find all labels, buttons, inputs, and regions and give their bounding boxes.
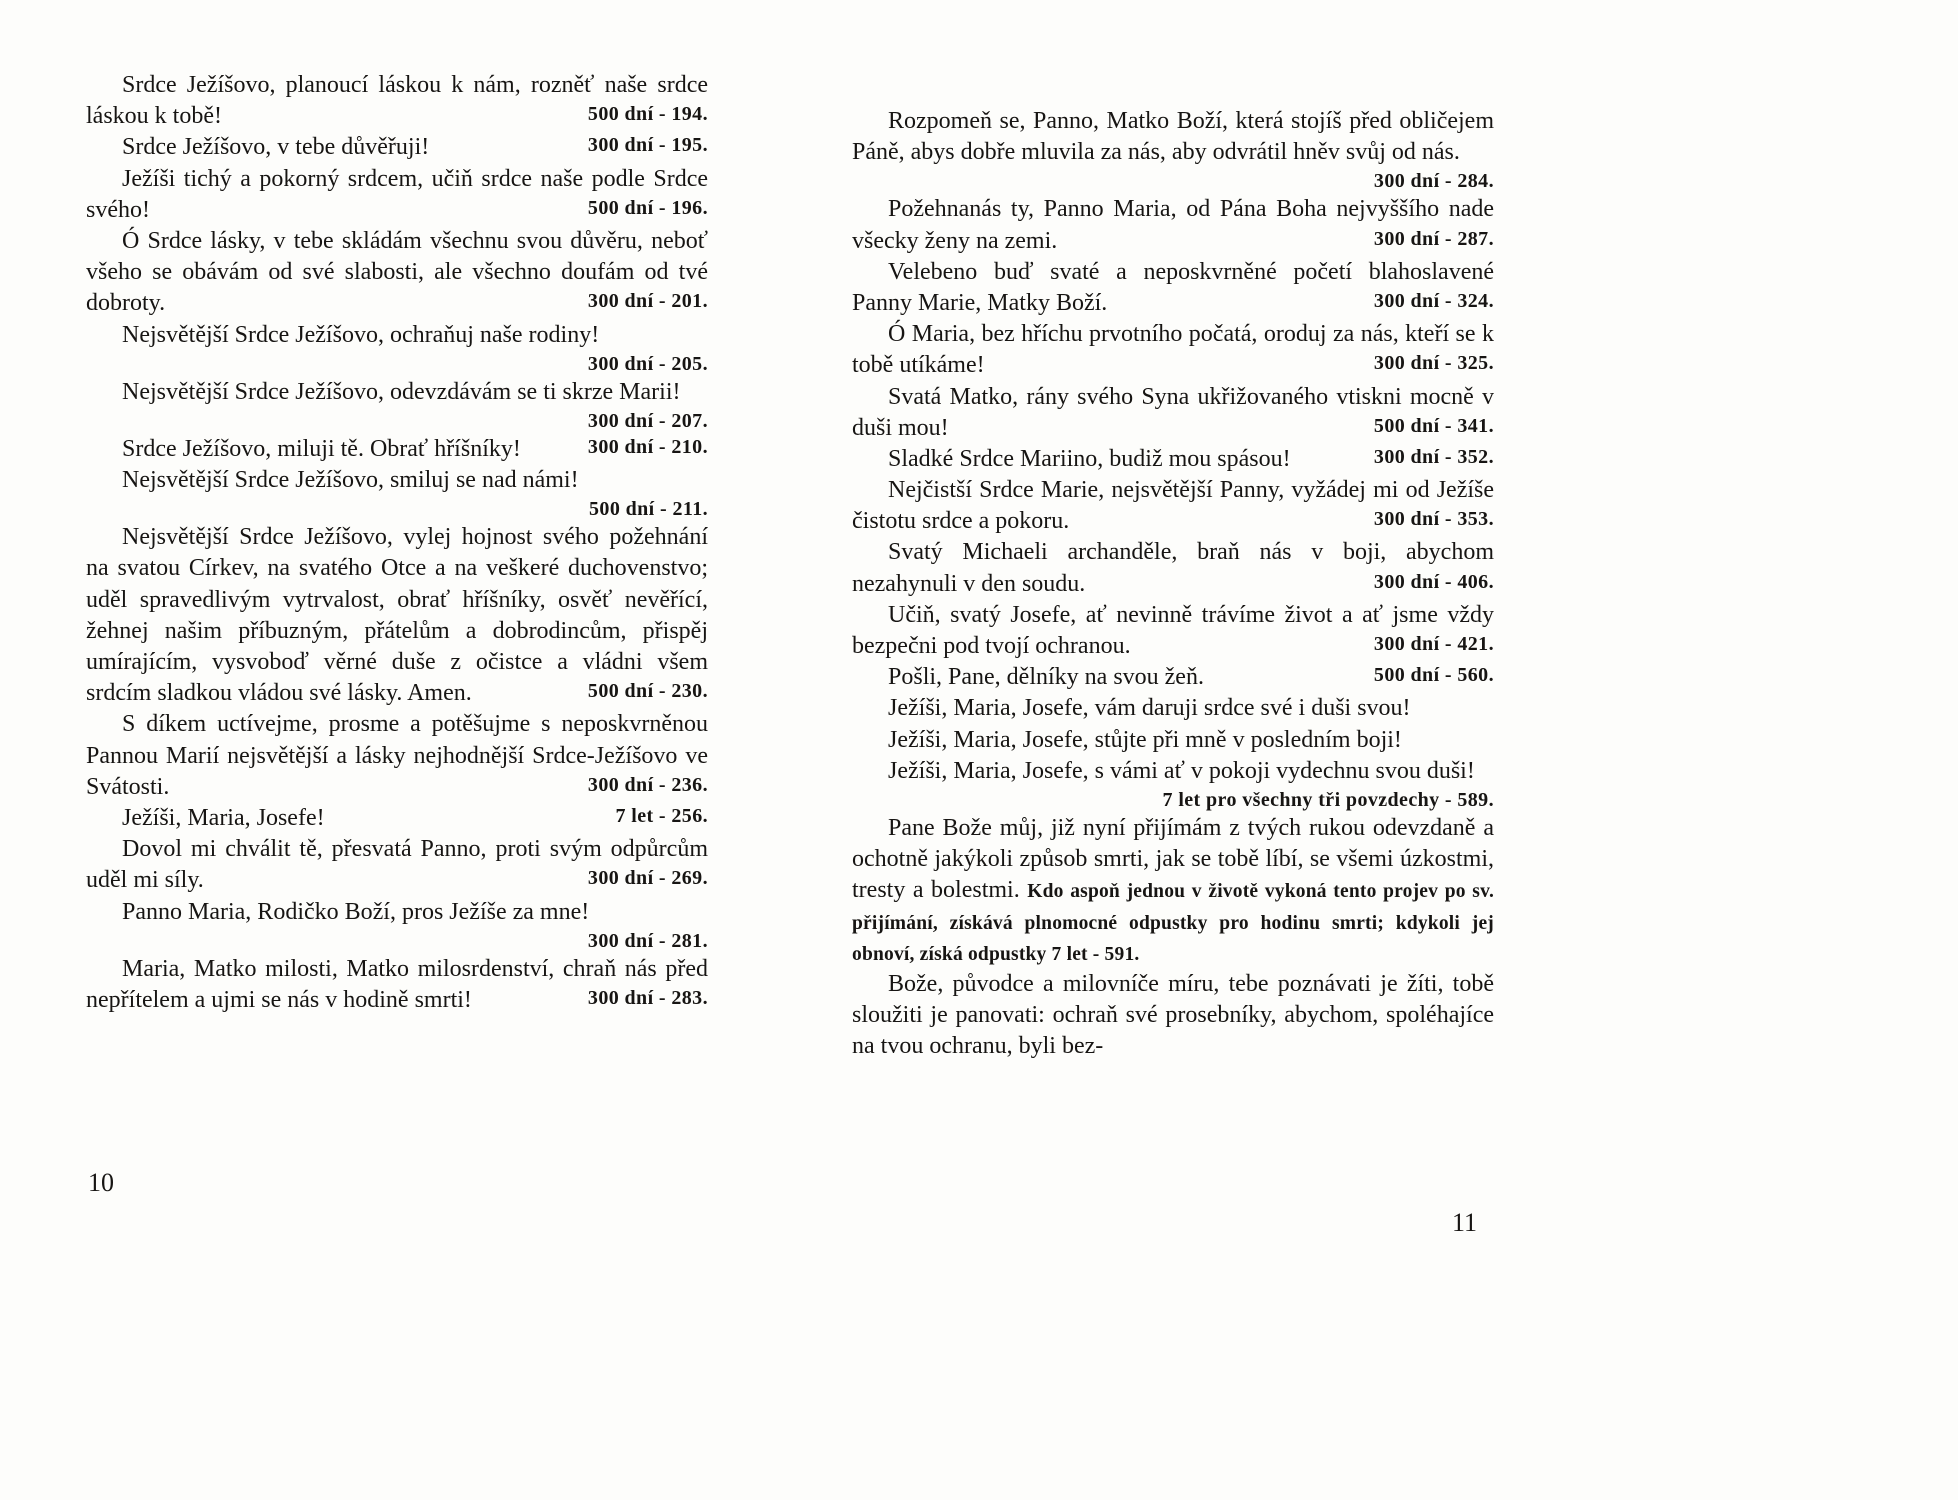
prayer-text: Panno Maria, Rodičko Boží, pros Ježíše za mne! xyxy=(122,898,590,925)
prayer-text: Nejsvětější Srdce Ježíšovo, smiluj se nad námi! xyxy=(122,467,579,494)
prayer-paragraph xyxy=(86,834,708,896)
indulgence-note: 300 dní - 269. xyxy=(587,867,708,890)
prayer-paragraph xyxy=(86,320,708,377)
prayer-paragraph xyxy=(86,465,708,522)
prayer-text: Svatý Michaeli archanděle, braň nás v boji, abychom nezahynuli v den soudu. xyxy=(852,539,1494,597)
prayer-text: Srdce Ježíšovo, v tebe důvěřuji! xyxy=(122,134,430,161)
prayer-paragraph xyxy=(86,709,708,803)
prayer-text: Ježíši, Maria, Josefe, vám daruji srdce své i duši svou! xyxy=(888,695,1411,722)
prayer-text: Nejsvětější Srdce Ježíšovo, odevzdávám se ti skrze Marii! xyxy=(122,378,681,405)
prayer-text: Ježíši tichý a pokorný srdcem, učiň srdce naše podle Srdce svého! xyxy=(86,165,708,223)
indulgence-note: 7 let - 256. xyxy=(615,804,708,827)
prayer-text: Dovol mi chválit tě, přesvatá Panno, proti svým odpůrcům uděl mi síly. xyxy=(86,836,708,894)
prayer-text: Nejčistší Srdce Marie, nejsvětější Panny, vyžádej mi od Ježíše čistotu srdce a pokoru. xyxy=(852,477,1494,535)
prayer-paragraph xyxy=(852,600,1494,662)
prayer-text: Ó Maria, bez hříchu prvotního počatá, oroduj za nás, kteří se k tobě utíkáme! xyxy=(852,321,1494,379)
prayer-text: Učiň, svatý Josefe, ať nevinně trávíme život a ať jsme vždy bezpečni pod tvojí ochranou. xyxy=(852,601,1494,659)
indulgence-note: 500 dní - 230. xyxy=(587,680,708,703)
prayer-paragraph xyxy=(852,813,1494,969)
indulgence-note: 7 let pro všechny tři povzdechy - 589. xyxy=(1162,788,1494,811)
prayer-text: Pane Bože můj, již nyní přijímám z tvých rukou odevzdaně a ochotně jakýkoli způsob smrti, jak se tobě líbí, se všemi úzkostmi, tresty a bolestmi. xyxy=(852,814,1494,904)
indulgence-note: 300 dní - 201. xyxy=(587,290,708,313)
prayer-text: Velebeno buď svaté a neposkvrněné početí blahoslavené Panny Marie, Matky Boží. xyxy=(852,258,1494,316)
page-number-left: 10 xyxy=(88,1168,114,1197)
prayer-paragraph xyxy=(852,725,1494,756)
prayer-paragraph xyxy=(852,537,1494,599)
indulgence-note: 300 dní - 287. xyxy=(1373,227,1494,250)
prayer-text: Maria, Matko milosti, Matko milosrdenství, chraň nás před nepřítelem a ujmi se nás v hodině smrti! xyxy=(86,955,708,1013)
indulgence-note: 300 dní - 284. xyxy=(1373,170,1494,193)
prayer-text: Svatá Matko, rány svého Syna ukřižovaného vtiskni mocně v duši mou! xyxy=(852,383,1494,441)
prayer-text: Bože, původce a milovníče míru, tebe poznávati je žíti, tobě sloužiti je panovati: ochraň své prosebníky, abychom, spoléhajíce na tvou ochranu, byli bez- xyxy=(852,970,1494,1060)
prayer-paragraph xyxy=(86,897,708,954)
indulgence-note: 300 dní - 281. xyxy=(587,929,708,952)
indulgence-note: 300 dní - 210. xyxy=(587,435,708,458)
prayer-paragraph xyxy=(86,954,708,1016)
prayer-paragraph xyxy=(86,522,708,709)
prayer-text: Ježíši, Maria, Josefe, stůjte při mně v posledním boji! xyxy=(888,726,1402,753)
prayer-paragraph xyxy=(852,969,1494,1063)
page-number-right: 11 xyxy=(1452,1208,1478,1237)
indulgence-note: 500 dní - 194. xyxy=(587,103,708,126)
indulgence-note: 300 dní - 406. xyxy=(1373,570,1494,593)
prayer-text: Nejsvětější Srdce Ježíšovo, vylej hojnost svého požehnání na svatou Církev, na svatého Otce a na veškeré duchovenstvo; uděl spravedlivým vytrvalost, obrať hříšníky, osvěť nevěřící, žehnej našim příbuzným, přátelům a dobrodincům, přispěj umírajícím, vysvoboď věrné duše z očistce a vládni všem srdcím sladkou vládou své lásky. Amen. xyxy=(86,524,708,707)
prayer-paragraph xyxy=(852,257,1494,319)
indulgence-note: 300 dní - 205. xyxy=(587,352,708,375)
prayer-paragraph xyxy=(852,756,1494,813)
prayer-paragraph xyxy=(852,382,1494,444)
prayer-paragraph xyxy=(852,475,1494,537)
indulgence-note: 300 dní - 324. xyxy=(1373,289,1494,312)
indulgence-note: 300 dní - 325. xyxy=(1373,352,1494,375)
prayer-text: Požehnanás ty, Panno Maria, od Pána Boha nejvyššího nade všecky ženy na zemi. xyxy=(852,196,1494,254)
prayer-paragraph xyxy=(852,106,1494,194)
prayer-paragraph xyxy=(86,803,708,834)
prayer-text: Srdce Ježíšovo, miluji tě. Obrať hříšníky! xyxy=(122,435,521,462)
prayer-text: Ó Srdce lásky, v tebe skládám všechnu svou důvěru, neboť všeho se obávám od své slabosti, ale všechno doufám od tvé dobroty. xyxy=(86,227,708,317)
prayer-paragraph xyxy=(852,319,1494,381)
indulgence-note: 300 dní - 236. xyxy=(587,773,708,796)
indulgence-note: 500 dní - 560. xyxy=(1373,664,1494,687)
prayer-paragraph xyxy=(852,444,1494,475)
right-page-text-column xyxy=(852,106,1494,1062)
prayer-paragraph xyxy=(86,434,708,465)
prayer-paragraph xyxy=(852,693,1494,724)
prayer-text: Ježíši, Maria, Josefe, s vámi ať v pokoji vydechnu svou duši! xyxy=(888,757,1475,784)
prayer-text: Sladké Srdce Mariino, budiž mou spásou! xyxy=(888,445,1291,472)
indulgence-rubric-small-print: Kdo aspoň jednou v životě vykoná tento projev po sv. přijímání, získává plnomocné odpustky pro hodinu smrti; kdykoli jej obnoví, získá odpustky 7 let - 591. xyxy=(852,881,1495,965)
indulgence-note: 300 dní - 353. xyxy=(1373,508,1494,531)
prayer-text: Ježíši, Maria, Josefe! xyxy=(122,804,325,831)
prayer-text: Pošli, Pane, dělníky na svou žeň. xyxy=(888,664,1204,691)
prayer-paragraph xyxy=(852,194,1494,256)
indulgence-note: 500 dní - 196. xyxy=(587,196,708,219)
prayer-paragraph xyxy=(86,164,708,226)
prayer-paragraph xyxy=(86,132,708,163)
indulgence-note: 500 dní - 341. xyxy=(1373,414,1494,437)
indulgence-note: 300 dní - 195. xyxy=(587,134,708,157)
prayer-text: Srdce Ježíšovo, planoucí láskou k nám, rozněť naše srdce láskou k tobě! xyxy=(86,72,708,130)
prayer-paragraph xyxy=(852,662,1494,693)
prayer-paragraph xyxy=(86,377,708,434)
left-page-text-column xyxy=(86,70,708,1016)
indulgence-note: 500 dní - 211. xyxy=(589,498,708,521)
indulgence-note: 300 dní - 421. xyxy=(1373,633,1494,655)
prayer-paragraph xyxy=(86,70,708,132)
prayer-paragraph xyxy=(86,226,708,320)
indulgence-note: 300 dní - 283. xyxy=(587,986,708,1009)
prayer-text: Rozpomeň se, Panno, Matko Boží, která stojíš před obličejem Páně, abys dobře mluvila za nás, aby odvrátil hněv svůj od nás. xyxy=(852,108,1494,166)
indulgence-note: 300 dní - 207. xyxy=(587,409,708,432)
prayer-text: Nejsvětější Srdce Ježíšovo, ochraňuj naše rodiny! xyxy=(122,321,600,348)
indulgence-note: 300 dní - 352. xyxy=(1373,445,1494,468)
prayer-text: S díkem uctívejme, prosme a potěšujme s neposkvrněnou Pannou Marií nejsvětější a lásky nejhodnější Srdce-Ježíšovo ve Svátosti. xyxy=(86,711,708,800)
